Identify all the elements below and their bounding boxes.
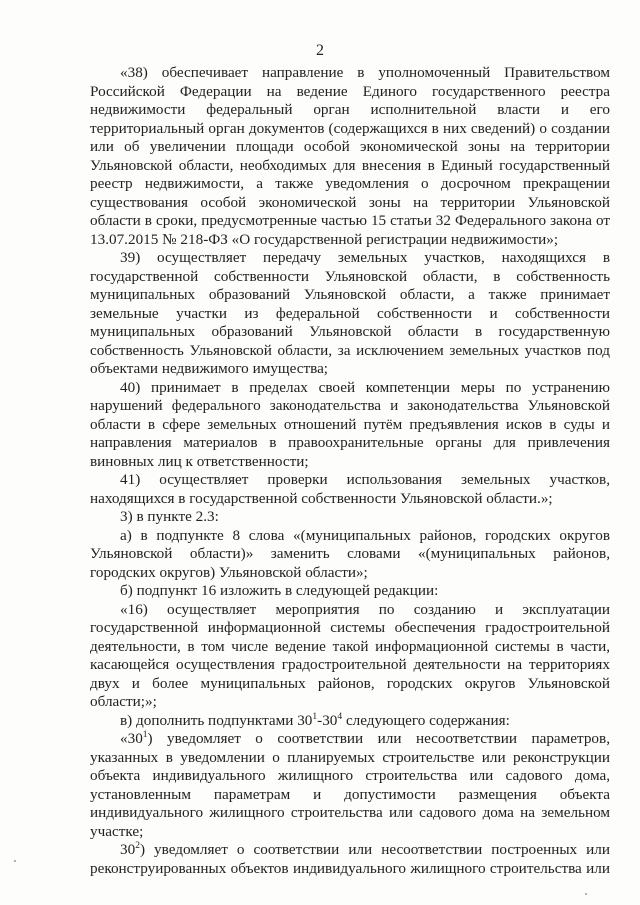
paragraph-item-30-2	[90, 841, 610, 878]
paragraph-point-3: 3) в пункте 2.3:	[120, 508, 219, 525]
paragraph-subpoint-b: б) подпункт 16 изложить в следующей редакции:	[120, 582, 439, 599]
paragraph-item-30-1-text: ) уведомляет о соответствии или несоответствии параметров, указанных в уведомлении о планируемых строительстве или реконструкции объекта индивидуального жилищного строительства или садового дома, установленным параметрам и допустимости размещения объекта индивидуального жилищного строительства или садового дома на земельном участке;	[90, 730, 610, 840]
paragraph-item-30-2-text: ) уведомляет о соответствии или несоответствии построенных или реконструированных объектов индивидуального жилищного строительства или	[90, 841, 610, 877]
paragraph-item-39: 39) осуществляет передачу земельных участков, находящихся в государственной собственности Ульяновской области, в собственность муниципальных образований Ульяновской области, а также принимает земельные участки из федеральной собственности и собственности муниципальных образований Ульяновской области в государственную собственность Ульяновской области, за исключением земельных участков под объектами недвижимого имущества;	[90, 249, 610, 377]
paragraph-item-30-1	[90, 730, 610, 841]
superscript: 1	[142, 729, 148, 740]
page-number: 2	[316, 42, 324, 59]
paragraph-item-38: «38) обеспечивает направление в уполномоченный Правительством Российской Федерации на ведение Единого государственного реестра недвижимости федеральный орган исполнительной власти и его территориальный орган документов (содержащихся в них сведений) о создании или об увеличении площади особой экономической зоны на территории Ульяновской области, необходимых для внесения в Единый государственный реестр недвижимости, а также уведомления о досрочном прекращении существования особой экономической зоны на территории Ульяновской области в сроки, предусмотренные частью 15 статьи 32 Федерального закона от 13.07.2015 № 218-ФЗ «О государственной регистрации недвижимости»;	[90, 64, 610, 248]
paragraph-item-40: 40) принимает в пределах своей компетенции меры по устранению нарушений федерального законодательства и законодательства Ульяновской области в сфере земельных отношений путём предъявления исков в суды и направления материалов в правоохранительные органы для привлечения виновных лиц к ответственности;	[90, 378, 610, 470]
paragraph-item-16: «16) осуществляет мероприятия по созданию и эксплуатации государственной информационной системы обеспечения градостроительной деятельности, в том числе ведение такой информационной системы в части, касающейся осуществления градостроительной деятельности на территориях двух и более муниципальных районов, городских округов Ульяновской области;»;	[90, 600, 610, 710]
paragraph-subpoint-a: а) в подпункте 8 слова «(муниципальных районов, городских округов Ульяновской области)» заменить словами «(муниципальных районов, городских округов) Ульяновской области»;	[90, 526, 610, 581]
paragraph-subpoint-v	[90, 712, 610, 731]
paragraph-subpoint-v-text-b: -30	[317, 711, 338, 729]
document-body	[90, 64, 610, 878]
paragraph-item-41: 41) осуществляет проверки использования земельных участков, находящихся в государственной собственности Ульяновской области.»;	[90, 471, 610, 507]
superscript: 4	[337, 711, 343, 722]
scan-speck	[14, 860, 16, 862]
paragraph-subpoint-v-text-c: следующего содержания:	[342, 711, 510, 729]
paragraph-subpoint-v-text-a: в) дополнить подпунктами 30	[120, 711, 313, 729]
superscript: 2	[135, 840, 140, 851]
paragraph-item-30-2-number: 30	[120, 841, 136, 858]
scan-speck	[585, 893, 587, 895]
superscript: 1	[312, 711, 318, 722]
paragraph-item-30-1-number: «30	[120, 730, 143, 747]
